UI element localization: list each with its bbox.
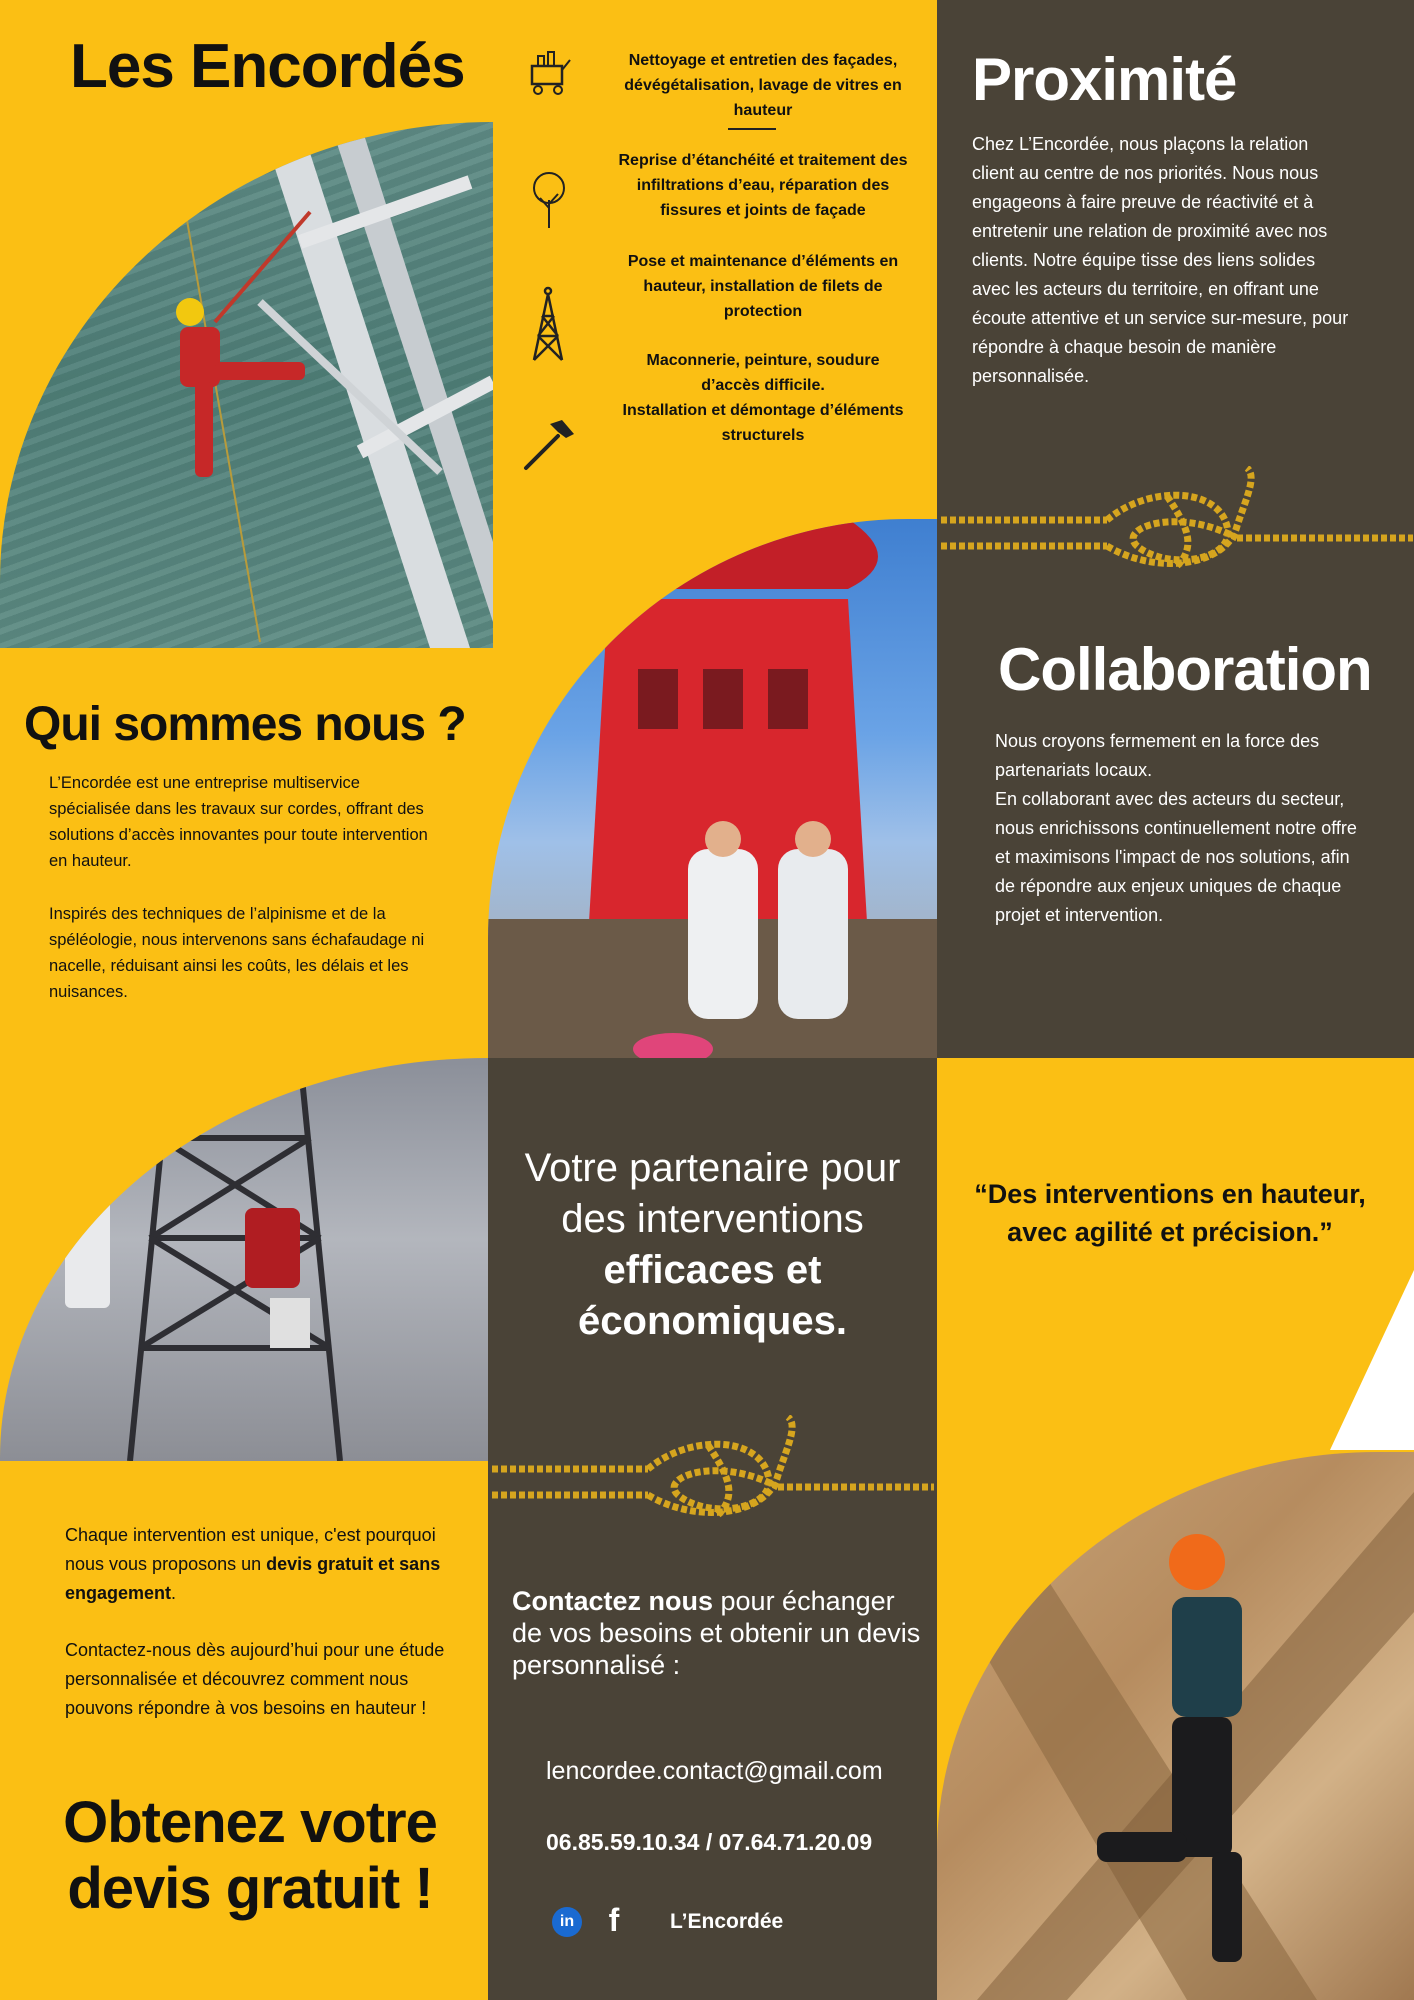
pylon-icon <box>528 286 568 362</box>
service-divider <box>728 128 776 130</box>
qui-paragraph-2: Inspirés des techniques de l’alpinisme et de la spéléologie, nous intervenons sans échafaudage ni nacelle, réduisant ainsi les coûts, les délais et les nuisances. <box>49 905 425 1001</box>
qui-paragraph-1: L’Encordée est une entreprise multiservice spécialisée dans les travaux sur cordes, offrant des solutions d’accès innovantes pour toute intervention en hauteur. <box>49 774 428 870</box>
collaboration-title: Collaboration <box>998 636 1372 703</box>
devis-p1-end: . <box>171 1583 177 1603</box>
quote: “Des interventions en hauteur, avec agilité et précision.” <box>974 1179 1366 1247</box>
tagline-light: Votre partenaire pour des interventions <box>524 1146 901 1241</box>
devis-cta: Obtenez votre devis gratuit ! <box>63 1790 437 1921</box>
social-name: L’Encordée <box>670 1910 784 1933</box>
rope-knot-divider-2 <box>488 1415 937 1525</box>
devis-paragraph-1 <box>65 1521 445 1608</box>
service-item-1: Nettoyage et entretien des façades, dévégétalisation, lavage de vitres en hauteur <box>624 52 902 119</box>
service-item-2: Reprise d’étanchéité et traitement des infiltrations d’eau, réparation des fissures et joints de façade <box>618 152 908 219</box>
services-list <box>510 40 930 460</box>
devis-paragraph-2: Contactez-nous dès aujourd’hui pour une étude personnalisée et découvrez comment nous pouvons répondre à vos besoins en hauteur ! <box>65 1640 445 1718</box>
service-item-4-line2: Installation et démontage d’éléments structurels <box>622 402 904 444</box>
facebook-icon[interactable]: f <box>608 1902 620 1938</box>
cleaning-cart-icon <box>526 50 572 96</box>
service-item-4 <box>608 348 918 448</box>
photo-red-mill <box>488 519 937 1058</box>
brand-title: Les Encordés <box>70 32 465 101</box>
service-item-4-line1: Maconnerie, peinture, soudure d’accès difficile. <box>646 352 880 394</box>
devis-p1-text: Chaque intervention est unique, c'est pourquoi nous vous proposons un <box>65 1525 436 1574</box>
contact-email[interactable]: lencordee.contact@gmail.com <box>546 1757 883 1785</box>
contact-lead <box>512 1585 922 1681</box>
collaboration-paragraph-2: En collaborant avec des acteurs du secteur, nous enrichissons continuellement notre offre et maximisons l'impact de nos solutions, afin de répondre aux enjeux uniques de chaque projet et intervention. <box>995 789 1357 925</box>
tagline <box>500 1143 925 1347</box>
contact-lead-rest: pour échanger de vos besoins et obtenir un devis personnalisé : <box>512 1586 921 1680</box>
hammer-icon <box>520 418 576 474</box>
linkedin-icon[interactable]: in <box>552 1907 582 1937</box>
white-wedge <box>1330 1270 1414 1450</box>
collaboration-paragraph-1: Nous croyons fermement en la force des partenariats locaux. <box>995 731 1320 780</box>
tagline-bold: efficaces et économiques. <box>578 1248 847 1343</box>
photo-climber-water <box>0 122 493 648</box>
photo-telecom-tower <box>0 1058 488 1461</box>
service-item-3: Pose et maintenance d’éléments en hauteur, installation de filets de protection <box>627 253 899 320</box>
tree-icon <box>526 170 572 230</box>
proximite-body: Chez L’Encordée, nous plaçons la relation client au centre de nos priorités. Nous nous engageons à faire preuve de réactivité et à entretenir une relation de proximité avec nos clients. Notre équipe tisse des liens solides avec les acteurs du territoire, en offrant une écoute attentive et un service sur-mesure, pour répondre à chaque besoin de manière personnalisée. <box>972 134 1349 386</box>
contact-lead-bold: Contactez nous <box>512 1586 714 1616</box>
proximite-title: Proximité <box>972 46 1237 113</box>
devis-p1-bold: devis gratuit et sans engagement <box>65 1554 441 1603</box>
contact-phones[interactable]: 06.85.59.10.34 / 07.64.71.20.09 <box>546 1829 873 1855</box>
qui-title: Qui sommes nous ? <box>24 698 466 751</box>
rope-knot-divider <box>937 466 1414 576</box>
photo-climber-wood <box>937 1452 1414 2000</box>
